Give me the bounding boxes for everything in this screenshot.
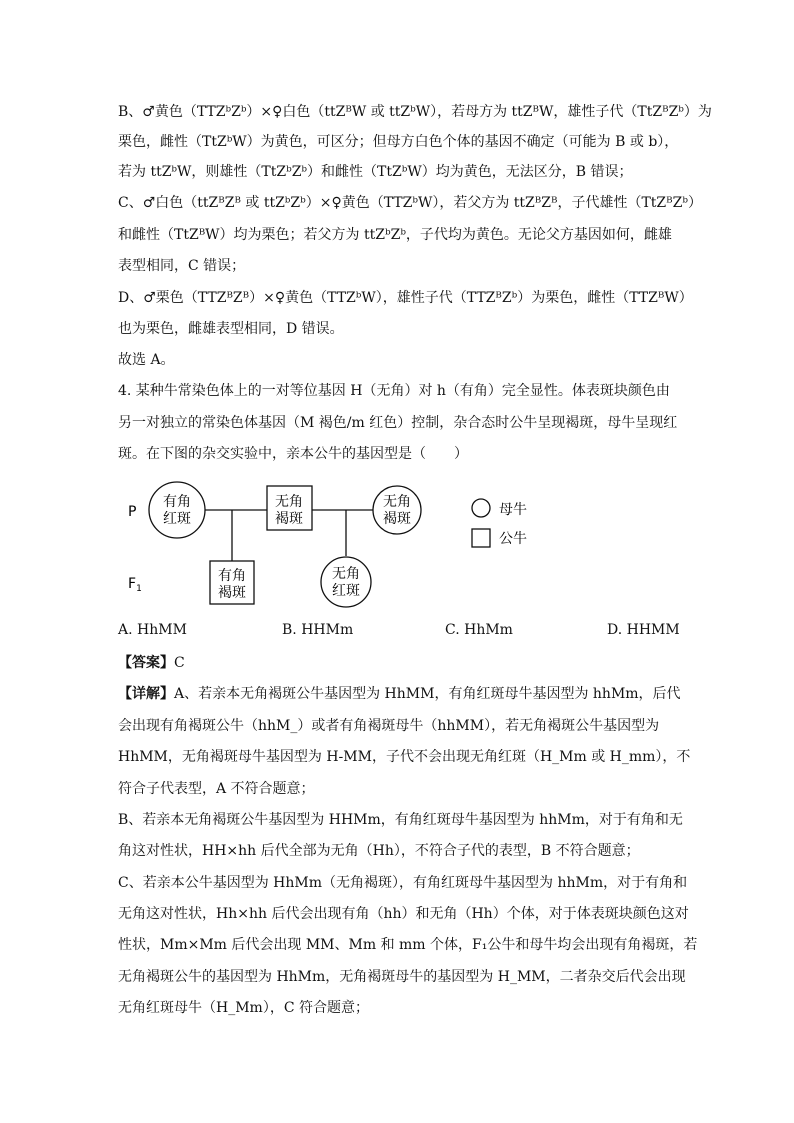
detail-line: B、若亲本无角褐斑公牛基因型为 HHMm，有角红斑母牛基因型为 hhMm，对于有角和无 bbox=[118, 812, 683, 828]
detail-line: 符合子代表型，A 不符合题意； bbox=[118, 781, 315, 797]
detail-line: 角这对性状，HH×hh 后代全部为无角（Hh），不符合子代的表型，B 不符合题意； bbox=[118, 843, 640, 859]
f1-female-label-1: 无角 bbox=[332, 566, 360, 582]
f1-female-circle bbox=[321, 557, 371, 607]
p-female-label-1: 有角 bbox=[163, 494, 191, 510]
generation-f1-subscript: 1 bbox=[136, 584, 142, 594]
p-female2-label-2: 褐斑 bbox=[383, 511, 411, 527]
generation-p-label: P bbox=[128, 504, 137, 520]
detail-line: HhMM，无角褐斑母牛基因型为 H-MM，子代不会出现无角红斑（H_Mm 或 H_mm），不 bbox=[118, 749, 691, 765]
question-stem: 4. 某种牛常染色体上的一对等位基因 H（无角）对 h（有角）完全显性。体表斑块颜色由 bbox=[118, 383, 670, 399]
p-female-circle bbox=[149, 482, 205, 538]
detail-line: 会出现有角褐斑公牛（hhM_）或者有角褐斑母牛（hhMM），若无角褐斑公牛基因型为 bbox=[118, 718, 660, 734]
legend-female-label: 母牛 bbox=[499, 502, 527, 518]
detail-line: 无角褐斑公牛的基因型为 HhMm，无角褐斑母牛的基因型为 H_MM，二者杂交后代会出现 bbox=[118, 969, 686, 985]
text-line: C、♂白色（ttZᴮZᴮ 或 ttZᵇZᵇ）×♀黄色（TTZᵇW），若父方为 ttZᴮZᴮ，子代雄性（TtZᴮZᵇ） bbox=[118, 195, 702, 211]
question-stem: 斑。在下图的杂交实验中，亲本公牛的基因型是（ ） bbox=[118, 446, 468, 462]
text-line: 表型相同，C 错误； bbox=[118, 258, 246, 274]
f1-male-label-2: 褐斑 bbox=[218, 585, 246, 601]
generation-f1-label bbox=[128, 576, 142, 594]
text-line: D、♂栗色（TTZᴮZᴮ）×♀黄色（TTZᵇW），雄性子代（TTZᴮZᵇ）为栗色，雌性（TTZᴮW） bbox=[118, 290, 693, 306]
answer-line bbox=[118, 653, 185, 673]
legend-male-icon bbox=[472, 529, 490, 547]
legend-female-icon bbox=[472, 499, 490, 517]
text-line: 和雌性（TtZᴮW）均为栗色；若父方为 ttZᵇZᵇ，子代均为黄色。无论父方基因如何，雌雄 bbox=[118, 227, 672, 243]
detail-line: 性状，Mm×Mm 后代会出现 MM、Mm 和 mm 个体，F₁公牛和母牛均会出现有角褐斑，若 bbox=[118, 937, 698, 953]
text-line: 若为 ttZᵇW，则雄性（TtZᵇZᵇ）和雌性（TtZᵇW）均为黄色，无法区分，B 错误； bbox=[118, 164, 633, 180]
option-a: A. HhMM bbox=[118, 622, 187, 638]
detail-line: C、若亲本公牛基因型为 HhMm（无角褐斑），有角红斑母牛基因型为 hhMm，对于有角和 bbox=[118, 875, 688, 891]
answer-label: 【答案】 bbox=[118, 655, 174, 671]
text-line: 也为栗色，雌雄表型相同，D 错误。 bbox=[118, 321, 344, 337]
legend-male-label: 公牛 bbox=[499, 531, 527, 547]
option-d: D. HHMM bbox=[607, 622, 680, 638]
p-male-label-1: 无角 bbox=[275, 494, 303, 510]
p-male-label-2: 褐斑 bbox=[275, 511, 303, 527]
text-line: 故选 A。 bbox=[118, 352, 175, 368]
option-c: C. HhMm bbox=[445, 622, 513, 638]
detail-line: 无角红斑母牛（H_Mm），C 符合题意； bbox=[118, 1000, 369, 1016]
p-female-label-2: 红斑 bbox=[163, 511, 191, 527]
detail-line: 无角这对性状，Hh×hh 后代会出现有角（hh）和无角（Hh）个体，对于体表斑块颜色这对 bbox=[118, 906, 689, 922]
detail-line bbox=[118, 684, 681, 704]
question-stem: 另一对独立的常染色体基因（M 褐色/m 红色）控制，杂合态时公牛呈现褐斑，母牛呈现红 bbox=[118, 415, 678, 431]
p-female2-label-1: 无角 bbox=[383, 494, 411, 510]
pedigree-diagram bbox=[118, 476, 558, 616]
detail-label: 【详解】 bbox=[118, 686, 174, 702]
generation-f1-letter: F bbox=[128, 576, 137, 592]
text-line: B、♂黄色（TTZᵇZᵇ）×♀白色（ttZᴮW 或 ttZᵇW），若母方为 ttZᴮW，雄性子代（TtZᴮZᵇ）为 bbox=[118, 104, 712, 120]
answer-options bbox=[118, 622, 678, 642]
f1-female-label-2: 红斑 bbox=[332, 583, 360, 599]
text-line: 栗色，雌性（TtZᵇW）为黄色，可区分；但母方白色个体的基因不确定（可能为 B 或 b）， bbox=[118, 134, 679, 150]
answer-value: C bbox=[174, 655, 185, 671]
f1-male-label-1: 有角 bbox=[218, 568, 246, 584]
detail-text: A、若亲本无角褐斑公牛基因型为 HhMM，有角红斑母牛基因型为 hhMm，后代 bbox=[174, 686, 681, 702]
option-b: B. HHMm bbox=[282, 622, 354, 638]
